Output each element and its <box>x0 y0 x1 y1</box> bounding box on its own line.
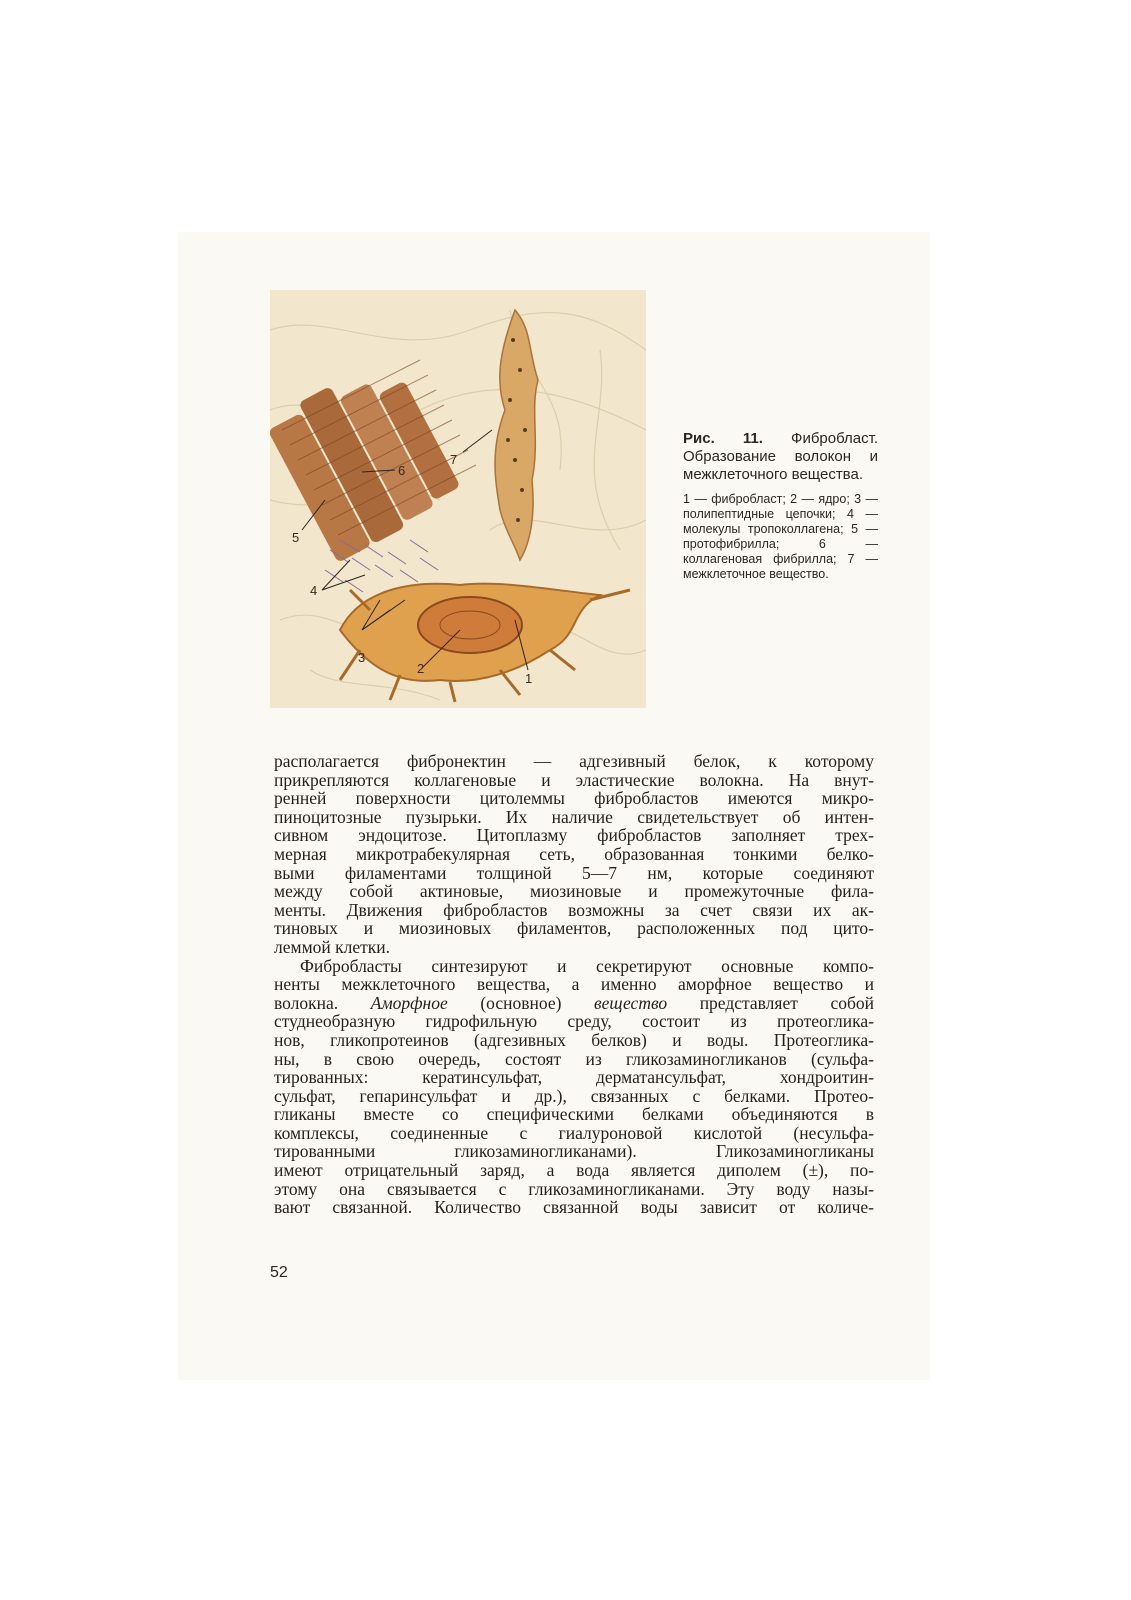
text-line: ны, в свою очередь, состоят из гликозаминогликанов (сульфа- <box>274 1048 874 1069</box>
text-line: комплексы, соединенные с гиалуроновой кислотой (несульфа- <box>274 1122 874 1143</box>
text-line: гликаны вместе со специфическими белками объединяются в <box>274 1104 874 1125</box>
text-span: (основное) <box>447 992 595 1013</box>
figure-label-3: 3 <box>358 650 366 665</box>
text-line: тированными гликозаминогликанами). Гликозаминогликаны <box>274 1141 874 1162</box>
fibroblast-nucleus <box>418 597 522 653</box>
text-line-mixed <box>274 994 874 1013</box>
text-line: вают связанной. Количество связанной воды зависит от количе- <box>274 1197 874 1218</box>
figure-fibroblast-illustration <box>270 290 646 708</box>
text-line: пиноцитозные пузырьки. Их наличие свидетельствует об интен- <box>274 806 874 827</box>
text-span: представляет собой <box>667 992 874 1013</box>
caption-figure-number: Рис. 11. <box>683 430 763 447</box>
figure-label-4: 4 <box>310 583 318 598</box>
text-line: выми филаментами толщиной 5—7 нм, которые соединяют <box>274 862 874 883</box>
text-line: ренней поверхности цитолеммы фибробластов имеются микро- <box>274 788 874 809</box>
text-line: ненты межклеточного вещества, а именно аморфное вещество и <box>274 974 874 995</box>
italic-term-substance: вещество <box>594 992 668 1013</box>
text-line: тиновых и миозиновых филаментов, расположенных под цито- <box>274 918 874 939</box>
text-line: мерная микротрабекулярная сеть, образованная тонкими белко- <box>274 843 874 864</box>
figure-caption <box>683 430 878 582</box>
body-text <box>274 752 874 1217</box>
text-line: леммой клетки. <box>274 936 391 957</box>
figure-label-2: 2 <box>417 661 425 676</box>
figure-label-6: 6 <box>398 463 406 478</box>
italic-term-amorphous: Аморфное <box>370 992 448 1013</box>
text-line: сивном эндоцитозе. Цитоплазму фибробластов заполняет трех- <box>274 825 874 846</box>
figure-label-7: 7 <box>450 452 458 467</box>
caption-legend: 1 — фибробласт; 2 — ядро; 3 — полипептидные цепочки; 4 — молекулы тропоколлагена; 5 — протофибрилла; 6 — коллагеновая фибрилла; 7 — межклеточное вещество. <box>683 492 878 581</box>
figure-label-5: 5 <box>292 530 300 545</box>
caption-title <box>683 430 878 484</box>
page-number: 52 <box>270 1264 288 1281</box>
text-line: сульфат, гепаринсульфат и др.), связанных с белками. Протео- <box>274 1085 874 1106</box>
text-line: Фибробласты синтезируют и секретируют основные компо- <box>300 955 874 976</box>
text-line: имеют отрицательный заряд, а вода является диполем (±), по- <box>274 1160 874 1181</box>
intercellular-substance <box>495 310 538 560</box>
text-line: нов, гликопротеинов (адгезивных белков) и воды. Протеоглика- <box>274 1029 874 1050</box>
text-line: тированных: кератинсульфат, дерматансульфат, хондроитин- <box>274 1067 874 1088</box>
collagen-fibrils <box>270 354 476 563</box>
caption-title-text: Фибробласт. Образование волокон и межклеточного вещества. <box>683 430 878 483</box>
text-line: между собой актиновые, миозиновые и промежуточные фила- <box>274 881 874 902</box>
fibroblast-drawing <box>270 290 646 708</box>
text-line: располагается фибронектин — адгезивный белок, к которому <box>274 751 874 771</box>
text-line: студнеобразную гидрофильную среду, состоит из протеоглика- <box>274 1011 874 1032</box>
figure-label-1: 1 <box>525 671 533 686</box>
text-line: этому она связывается с гликозаминогликанами. Эту воду назы- <box>274 1178 874 1199</box>
text-span: волокна. <box>274 992 371 1013</box>
text-line: менты. Движения фибробластов возможны за счет связи их ак- <box>274 899 874 920</box>
text-line: прикрепляются коллагеновые и эластические волокна. На внут- <box>274 769 874 790</box>
